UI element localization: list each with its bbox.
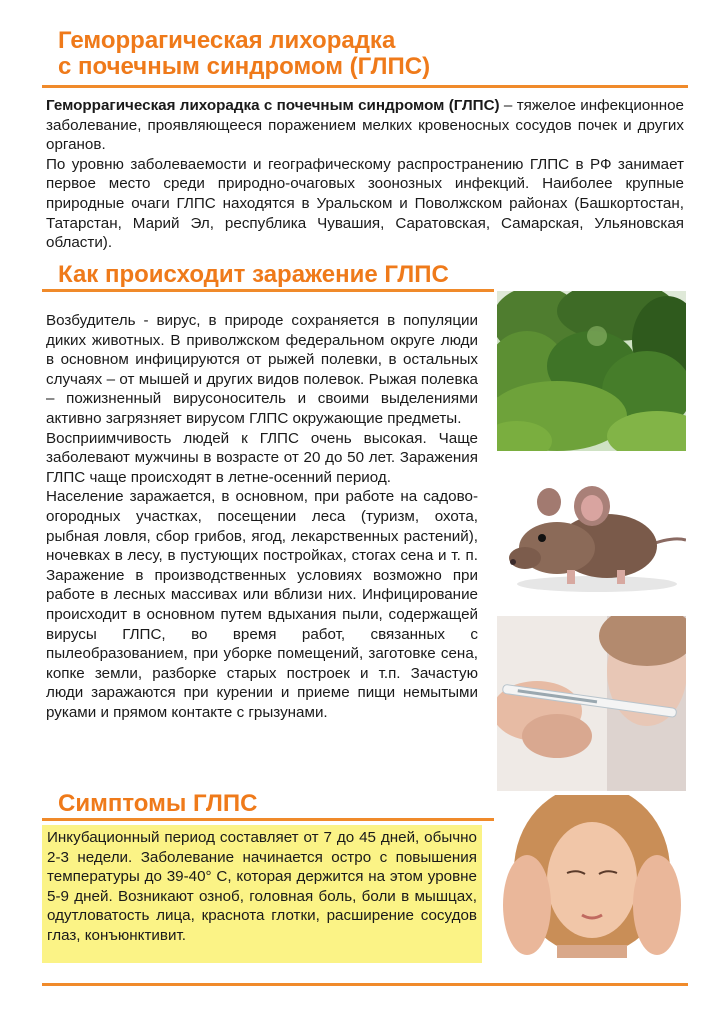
intro-lead-rest: – тяжелое инфекционное заболевание, проявляющееся поражением мелких кровеносных сосудов почек и других органов. — [46, 97, 684, 154]
thermometer-photo — [497, 616, 686, 791]
divider-symptoms — [42, 818, 494, 821]
symptoms-text: Инкубационный период составляет от 7 до 45 дней, обычно 2-3 недели. Заболевание начинается остро с повышения температуры до 39-40° С, которая держится на этом уровне 5-9 дней. Возникают озноб, головная боль, боли в мышцах, одутловатость лица, краснота глотки, расширение сосудов глаз, конъюнктивит. — [47, 829, 477, 944]
intro-section — [46, 96, 684, 253]
infection-paragraph-1: Возбудитель - вирус, в природе сохраняется в популяции диких животных. В приволжском федеральном округе люди в основном инфицируются от рыжей полевки, в остальных случаях – от мышей и других видов полевок. Рыжая полевка – пожизненный вирусоноситель и своими выделениями активно загрязняет вирусом ГЛПС окружающие предметы. — [46, 312, 478, 427]
forest-photo — [497, 291, 686, 451]
intro-lead-bold: Геморрагическая лихорадка с почечным синдромом (ГЛПС) — [46, 97, 500, 114]
woman-headache-photo — [497, 795, 686, 958]
page-title — [58, 28, 678, 80]
symptoms-heading: Симптомы ГЛПС — [58, 790, 258, 817]
infection-paragraph-2: Восприимчивость людей к ГЛПС очень высокая. Чаще заболевают мужчины в возрасте от 20 до 50 лет. Заражения ГЛПС чаще происходят в летне-осенний период. — [46, 429, 478, 486]
intro-paragraph-1 — [46, 96, 684, 155]
infection-heading: Как происходит заражение ГЛПС — [58, 261, 449, 288]
divider-bottom — [42, 983, 688, 986]
divider-infection — [42, 289, 494, 292]
infection-paragraph-3: Население заражается, в основном, при работе на садово-огородных участках, посещении леса (туризм, охота, рыбная ловля, сбор грибов, ягод, лекарственных растений), ночевках в лесу, в пустующих постройках, стогах сена и т. п. Заражение в производственных условиях возможно при работе в лесных массивах или вблизи них. Инфицирование происходит в основном путем вдыхания пыли, содержащей вирусы ГЛПС, во время работ, связанных с пылеобразованием, при уборке помещений, заготовке сена, копке земли, разборке старых построек и т.п. Зачастую люди заражаются при курении и приеме пищи немытыми руками и прямом контакте с грызунами. — [46, 488, 478, 721]
page-title-line-1: Геморрагическая лихорадка — [58, 27, 396, 54]
page-title-line-2: с почечным синдромом (ГЛПС) — [58, 53, 431, 80]
infection-section — [46, 311, 478, 722]
divider-top — [42, 85, 688, 88]
intro-paragraph-2: По уровню заболеваемости и географическому распространению ГЛПС в РФ занимает первое место среди природно-очаговых зоонозных инфекций. Наиболее крупные природные очаги ГЛПС находятся в Уральском и Поволжском районах (Башкортостан, Татарстан, Марий Эл, республика Чувашия, Саратовская, Самарская, Ульяновская области). — [46, 155, 684, 252]
mouse-photo — [497, 466, 686, 604]
